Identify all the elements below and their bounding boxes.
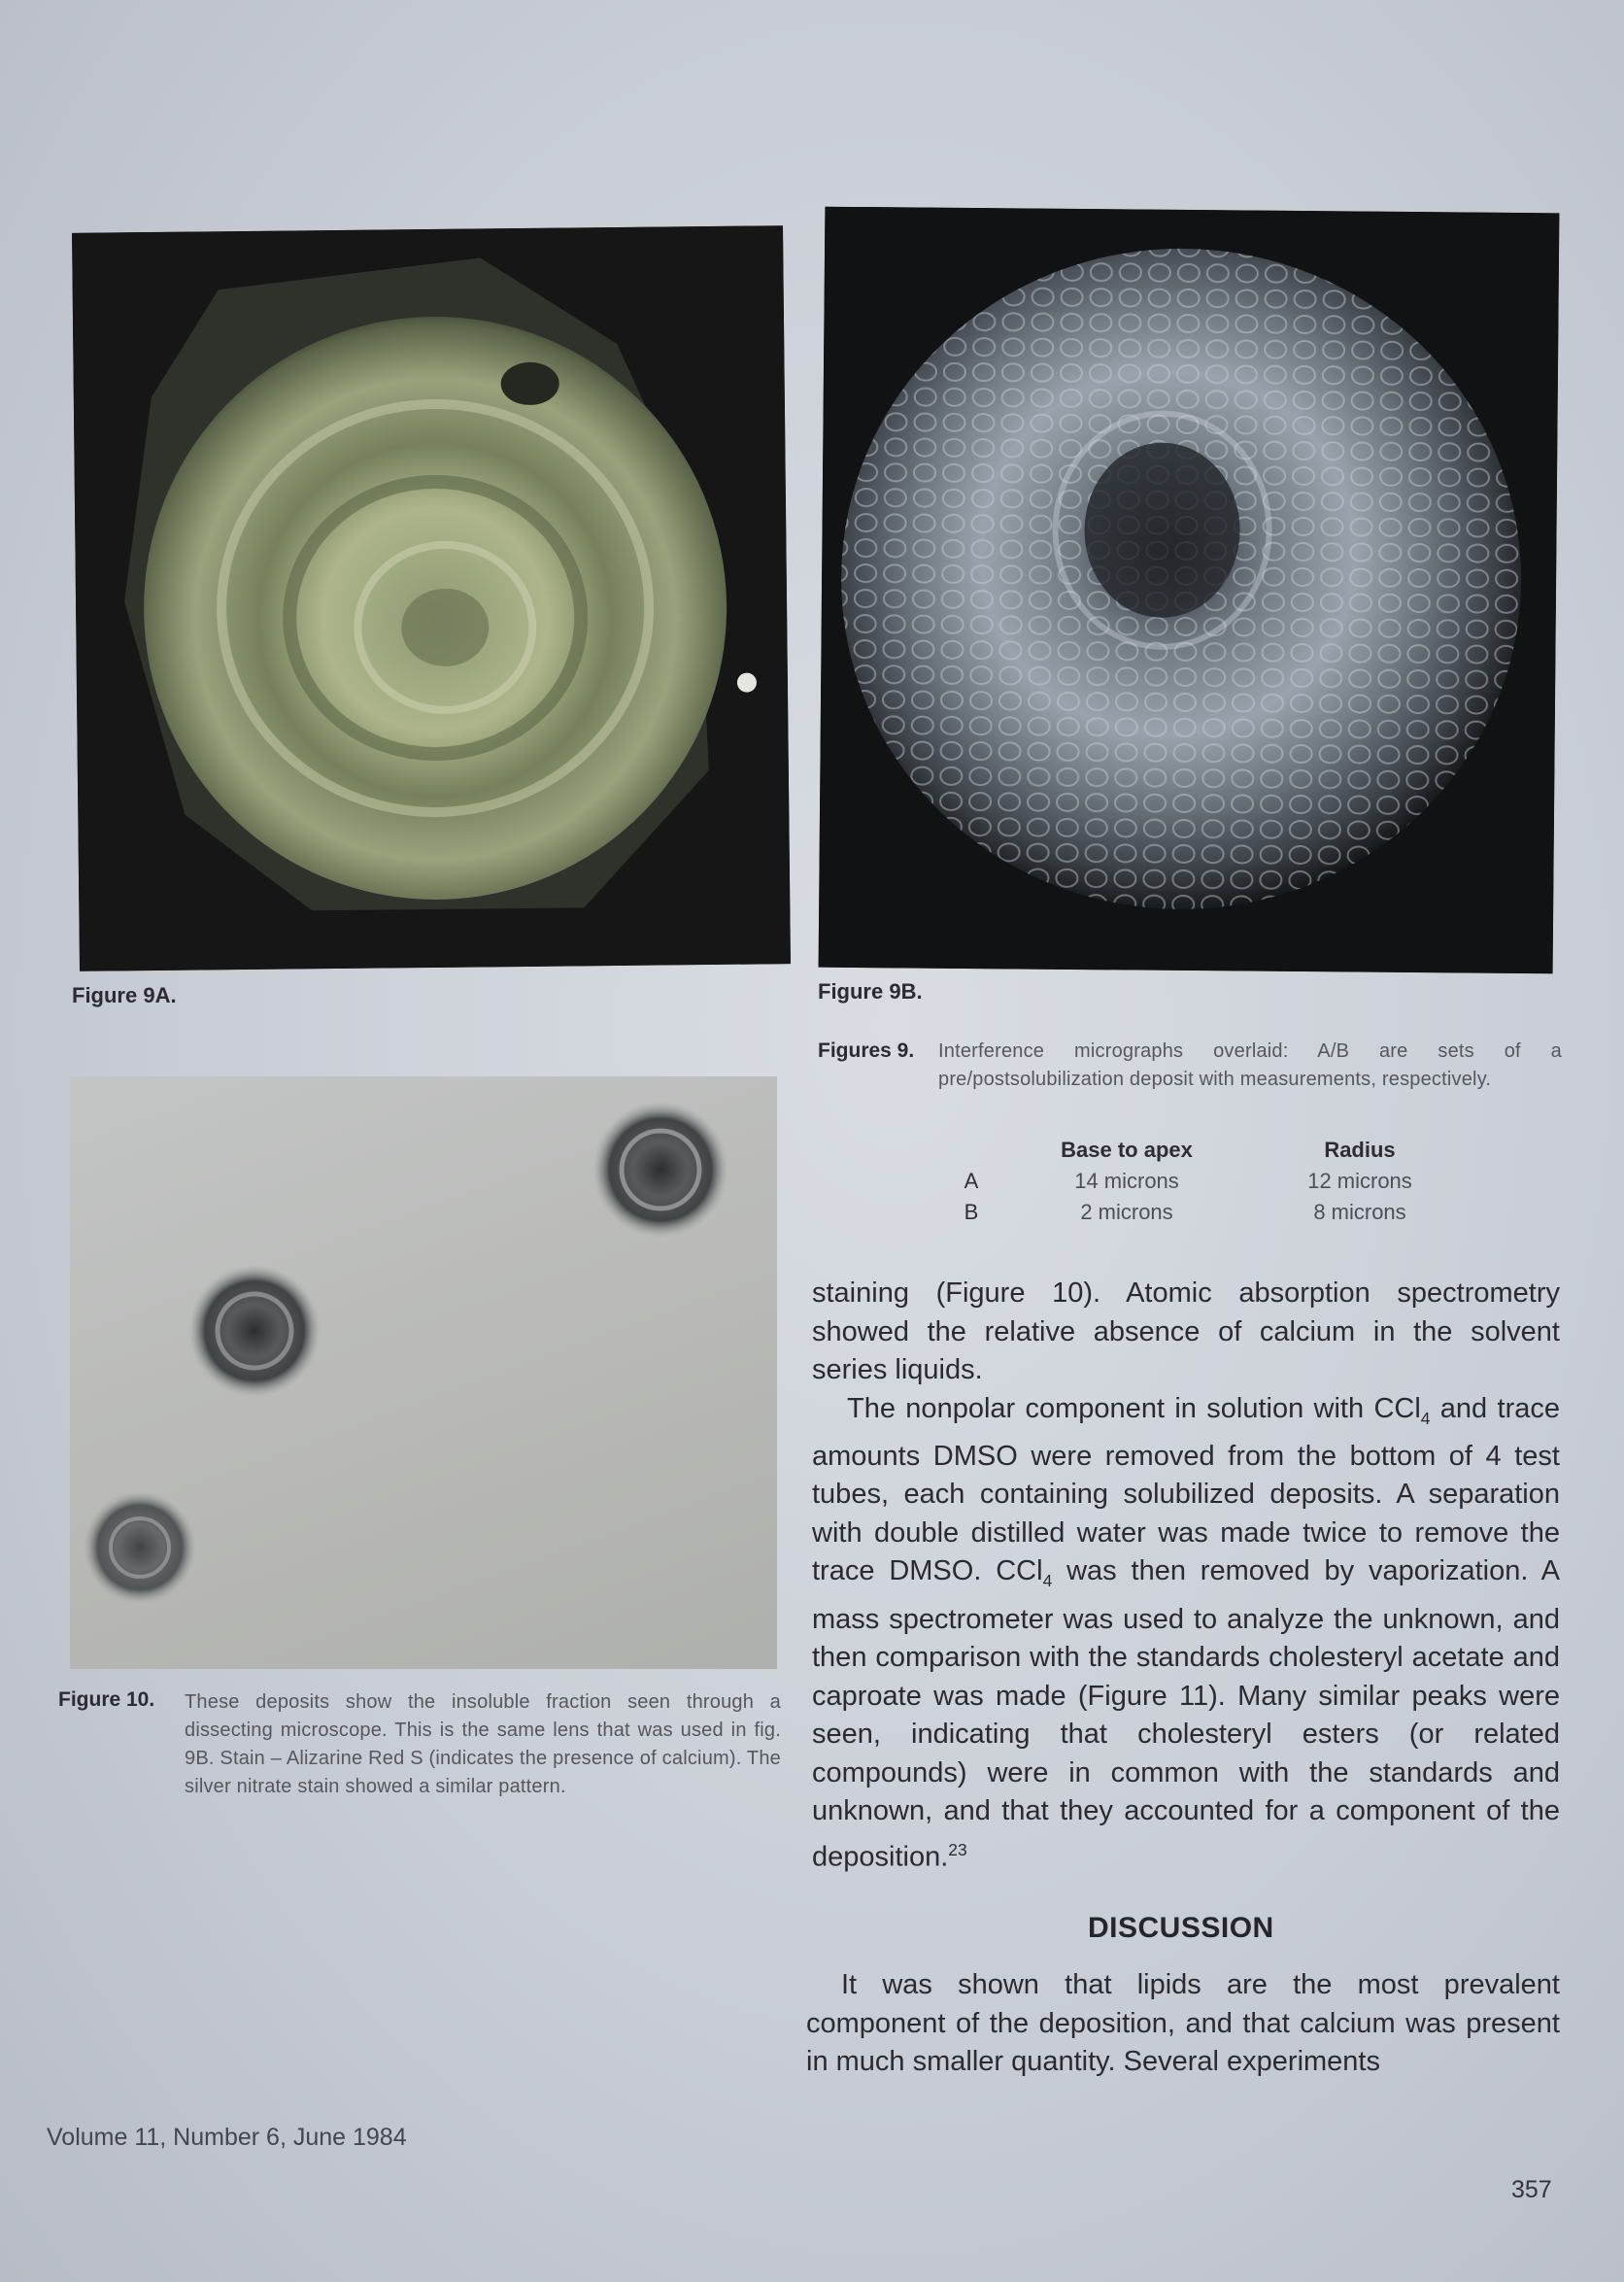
base-to-apex-value: 14 microns: [1074, 1169, 1179, 1193]
para2-text-c: was then removed by vaporization. A mass spectrometer was used to analyze the unknown, and then comparison with the standards cholesteryl acetate and caproate was made (Figure 11). Many similar peaks were seen, indicating that cholesteryl esters (or related compounds) were in common with the standards and unknown, and that they accounted for a component of the deposition.: [812, 1555, 1560, 1873]
row-label: B: [964, 1200, 979, 1224]
base-to-apex-value: 2 microns: [1080, 1200, 1173, 1224]
figure-9a-label: Figure 9A.: [72, 983, 177, 1007]
figure-10-caption-label: Figure 10.: [58, 1688, 155, 1711]
figure-9a-micrograph: [72, 225, 791, 971]
discussion-heading: DISCUSSION: [1088, 1912, 1274, 1944]
figure-10-image: [70, 1076, 777, 1669]
body-paragraph-2: [812, 1390, 1560, 1877]
row-label: A: [964, 1169, 979, 1193]
measurements-header-row: [932, 1135, 1476, 1166]
ccl4-subscript: 4: [1042, 1571, 1053, 1591]
radius-value: 12 microns: [1307, 1169, 1412, 1193]
reference-superscript: 23: [948, 1839, 967, 1859]
header-radius: Radius: [1324, 1138, 1396, 1162]
measurements-table: [932, 1135, 1476, 1228]
journal-footer: Volume 11, Number 6, June 1984: [47, 2124, 407, 2151]
body-column: [812, 1275, 1560, 1877]
page-number: 357: [1511, 2176, 1552, 2203]
figure-10-caption-text: These deposits show the insoluble fraction seen through a dissecting microscope. This is the same lens that was used in fig. 9B. Stain – Alizarine Red S (indicates the presence of calcium). The silver nitrate stain showed a similar pattern.: [185, 1691, 781, 1797]
figure-9-caption-label: Figures 9.: [818, 1039, 915, 1062]
measurements-row-a: [932, 1166, 1476, 1197]
figure-9a-image: [72, 225, 791, 971]
figure-10-micrograph: [70, 1076, 777, 1669]
measurements-row-b: [932, 1197, 1476, 1228]
radius-value: 8 microns: [1313, 1200, 1406, 1224]
figure-9b-image: [819, 207, 1560, 974]
para2-text-b: and trace amounts DMSO were removed from the bottom of 4 test tubes, each containing solubilized deposits. A separation with double distilled water was made twice to remove the trace DMSO. CCl: [812, 1392, 1560, 1587]
figure-9b-label: Figure 9B.: [818, 979, 923, 1004]
figure-9-caption-text: Interference micrographs overlaid: A/B are sets of a pre/postsolubilization deposit with measurements, respectively.: [938, 1040, 1562, 1090]
body-paragraph-1: staining (Figure 10). Atomic absorption spectrometry showed the relative absence of calcium in the solvent series liquids.: [812, 1277, 1560, 1385]
header-base-to-apex: Base to apex: [1061, 1138, 1193, 1162]
ccl4-subscript: 4: [1420, 1408, 1431, 1428]
para2-text-a: The nonpolar component in solution with CCl: [847, 1392, 1421, 1424]
discussion-paragraph: It was shown that lipids are the most prevalent component of the deposition, and that calcium was present in much smaller quantity. Several experiments: [806, 1969, 1560, 2077]
figure-9b-micrograph: [819, 207, 1560, 974]
